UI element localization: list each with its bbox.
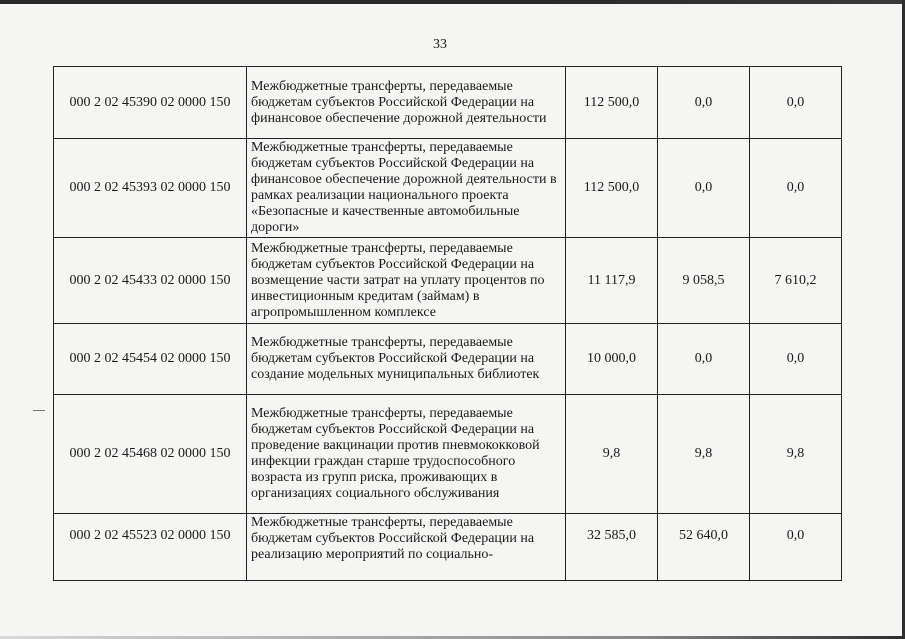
- budget-code-cell: 000 2 02 45433 02 0000 150: [54, 238, 247, 324]
- table-row: [54, 67, 842, 139]
- value-cell-year-1: 11 117,9: [566, 238, 658, 324]
- table-row: [54, 238, 842, 324]
- value-cell-year-3: 0,0: [750, 67, 842, 139]
- table-row: [54, 395, 842, 514]
- table-row: [54, 139, 842, 238]
- value-cell-year-1: 10 000,0: [566, 324, 658, 395]
- value-cell-year-2: 9,8: [658, 395, 750, 514]
- value-cell-year-3: 0,0: [750, 139, 842, 238]
- description-cell: Межбюджетные трансферты, передаваемые бюджетам субъектов Российской Федерации на финансовое обеспечение дорожной деятельности в рамках реализации национального проекта «Безопасные и качественные автомобильные дороги»: [247, 139, 566, 238]
- value-cell-year-3: 0,0: [750, 324, 842, 395]
- value-cell-year-3: 7 610,2: [750, 238, 842, 324]
- value-cell-year-2: 9 058,5: [658, 238, 750, 324]
- description-cell: Межбюджетные трансферты, передаваемые бюджетам субъектов Российской Федерации на возмещение части затрат на уплату процентов по инвестиционным кредитам (займам) в агропромышленном комплексе: [247, 238, 566, 324]
- description-cell: Межбюджетные трансферты, передаваемые бюджетам субъектов Российской Федерации на создание модельных муниципальных библиотек: [247, 324, 566, 395]
- scan-border-top: [0, 0, 905, 4]
- value-cell-year-2: 0,0: [658, 324, 750, 395]
- page-number: 33: [433, 37, 447, 52]
- description-cell: Межбюджетные трансферты, передаваемые бюджетам субъектов Российской Федерации на финансовое обеспечение дорожной деятельности: [247, 67, 566, 139]
- value-cell-year-2: 0,0: [658, 67, 750, 139]
- budget-code-cell: 000 2 02 45523 02 0000 150: [54, 514, 247, 581]
- budget-code-cell: 000 2 02 45454 02 0000 150: [54, 324, 247, 395]
- value-cell-year-1: 9,8: [566, 395, 658, 514]
- value-cell-year-2: 0,0: [658, 139, 750, 238]
- budget-transfers-table: [53, 66, 842, 581]
- budget-code-cell: 000 2 02 45390 02 0000 150: [54, 67, 247, 139]
- value-cell-year-1: 112 500,0: [566, 67, 658, 139]
- value-cell-year-1: 112 500,0: [566, 139, 658, 238]
- value-cell-year-3: 0,0: [750, 514, 842, 581]
- table-row: [54, 324, 842, 395]
- budget-code-cell: 000 2 02 45393 02 0000 150: [54, 139, 247, 238]
- description-cell: Межбюджетные трансферты, передаваемые бюджетам субъектов Российской Федерации на проведение вакцинации против пневмококковой инфекции граждан старше трудоспособного возраста из групп риска, проживающих в организациях социального обслуживания: [247, 395, 566, 514]
- value-cell-year-1: 32 585,0: [566, 514, 658, 581]
- value-cell-year-2: 52 640,0: [658, 514, 750, 581]
- description-cell: Межбюджетные трансферты, передаваемые бюджетам субъектов Российской Федерации на реализацию мероприятий по социально-: [247, 514, 566, 581]
- table-row: [54, 514, 842, 581]
- budget-code-cell: 000 2 02 45468 02 0000 150: [54, 395, 247, 514]
- margin-mark: [33, 410, 45, 411]
- value-cell-year-3: 9,8: [750, 395, 842, 514]
